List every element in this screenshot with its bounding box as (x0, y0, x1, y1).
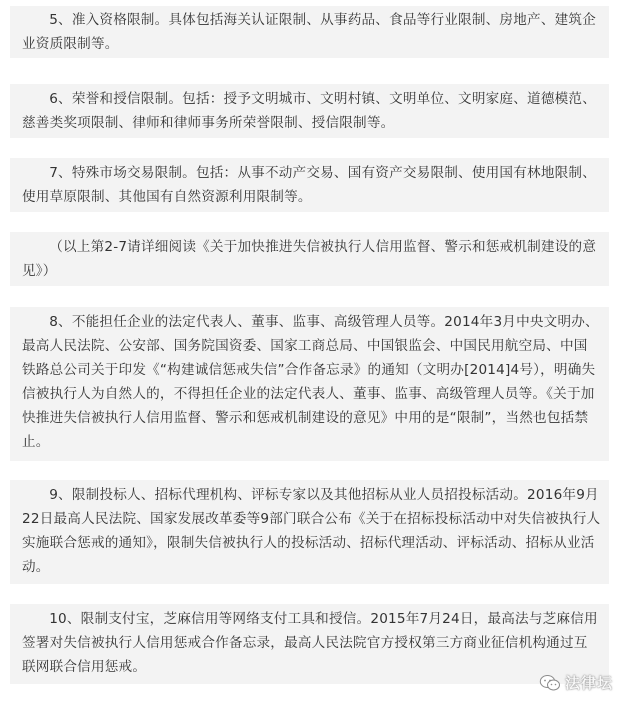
paragraph-text: 5、准入资格限制。具体包括海关认证限制、从事药品、食品等行业限制、房地产、建筑企业资质限制等。 (22, 12, 596, 52)
paragraph-text: 9、限制投标人、招标代理机构、评标专家以及其他招标从业人员招投标活动。2016年9月22日最高人民法院、国家发展改革委等9部门联合公布《关于在招标投标活动中对失信被执行人实施联合惩戒的通知》，限制失信被执行人的投标活动、招标代理活动、评标活动、招标从业活动。 (22, 487, 601, 575)
paragraph-text: 7、特殊市场交易限制。包括：从事不动产交易、国有资产交易限制、使用国有林地限制、使用草原限制、其他国有自然资源利用限制等。 (22, 165, 596, 205)
paragraph-block-7 (10, 158, 609, 212)
paragraph-text: 6、荣誉和授信限制。包括：授予文明城市、文明村镇、文明单位、文明家庭、道德模范、慈善类奖项限制、律师和律师事务所荣誉限制、授信限制等。 (22, 91, 596, 131)
paragraph-block-6 (10, 84, 609, 138)
paragraph-block-8 (10, 307, 609, 461)
paragraph-text: 10、限制支付宝，芝麻信用等网络支付工具和授信。2015年7月24日，最高法与芝麻信用签署对失信被执行人信用惩戒合作备忘录，最高人民法院官方授权第三方商业征信机构通过互联网联合信用惩戒。 (22, 611, 598, 675)
paragraph-block-10 (10, 604, 609, 684)
wechat-icon (539, 674, 561, 692)
paragraph-block-note (10, 232, 609, 286)
paragraph-text: 8、不能担任企业的法定代表人、董事、监事、高级管理人员等。2014年3月中央文明办、最高人民法院、公安部、国务院国资委、国家工商总局、中国银监会、中国民用航空局、中国铁路总公司关于印发《“构建诚信惩戒失信”合作备忘录》的通知（文明办[2014]4号），明确失信被执行人为自然人的，不得担任企业的法定代表人、董事、监事、高级管理人员等。《关于加快推进失信被执行人信用监督、警示和惩戒机制建设的意见》中用的是“限制”，当然也包括禁止。 (22, 314, 599, 450)
watermark (539, 672, 613, 693)
paragraph-block-9 (10, 480, 609, 584)
paragraph-block-5 (10, 6, 609, 58)
paragraph-text: （以上第2-7请详细阅读《关于加快推进失信被执行人信用监督、警示和惩戒机制建设的意见》） (22, 239, 597, 279)
watermark-text: 法律坛 (564, 674, 613, 692)
